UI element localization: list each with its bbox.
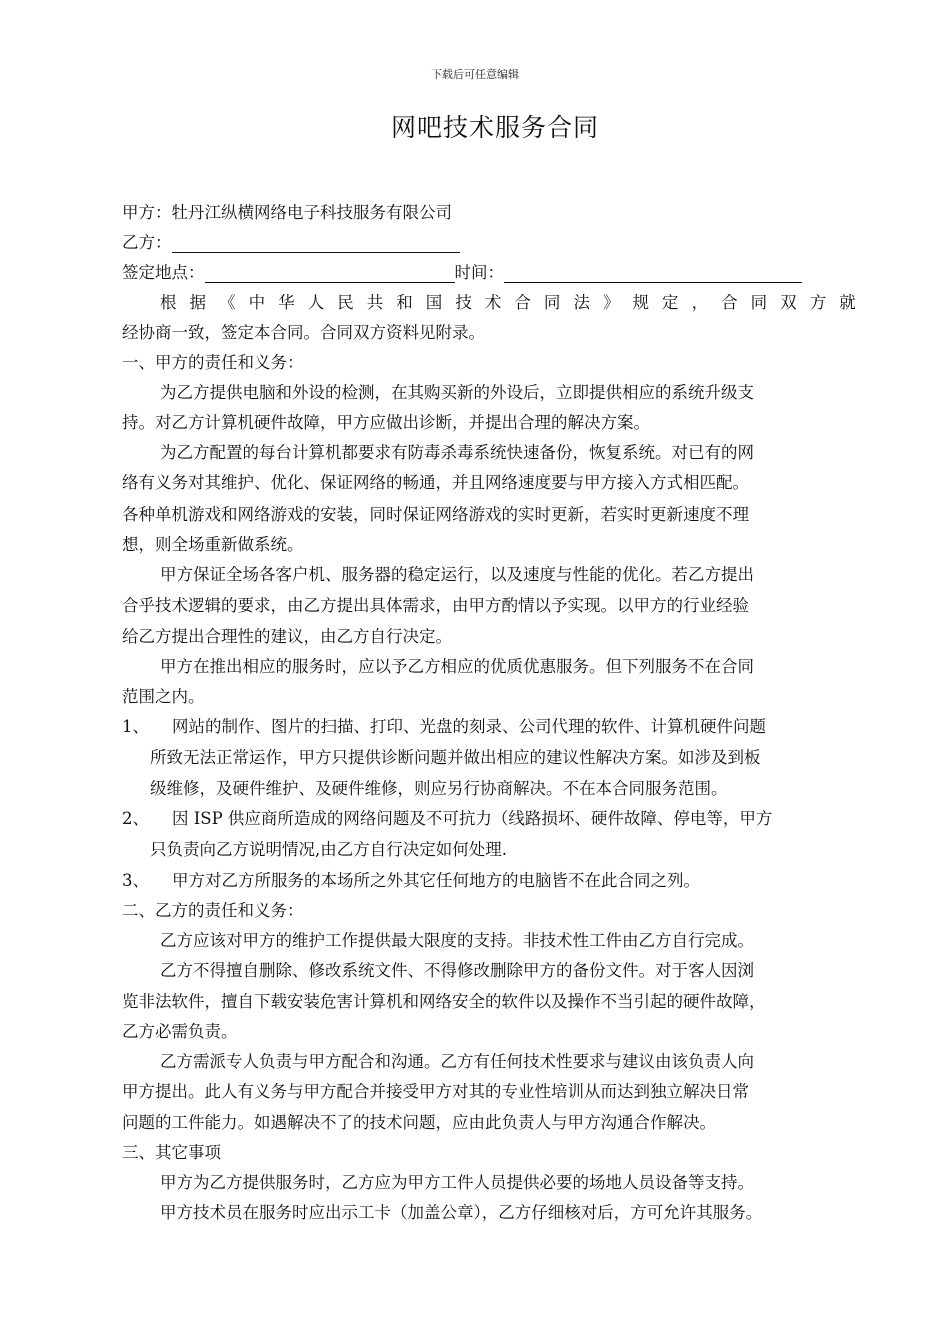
intro-char: 根 [160, 293, 177, 312]
download-note: 下载后可任意编辑 [431, 68, 519, 81]
s1-paragraph-4-line-1: 甲方在推出相应的服务时，应以予乙方相应的优质优惠服务。但下列服务不在合同 [160, 657, 754, 676]
intro-line-1 [160, 293, 856, 313]
s1-paragraph-3-line-1: 甲方保证全场各客户机、服务器的稳定运行，以及速度与性能的优化。若乙方提出 [160, 565, 754, 584]
s2-paragraph-2-line-3: 乙方必需负责。 [122, 1022, 238, 1041]
time-blank [504, 265, 802, 283]
section-1-heading: 一、甲方的责任和义务： [122, 353, 304, 372]
place-blank [205, 265, 455, 283]
intro-char: 中 [248, 293, 266, 312]
s1-paragraph-2-line-2: 络有义务对其维护、优化、保证网络的畅通，并且网络速度要与甲方接入方式相匹配。 [122, 473, 749, 492]
item-1-line-1: 网站的制作、图片的扫描、打印、光盘的刻录、公司代理的软件、计算机硬件问题 [172, 717, 766, 736]
intro-char: 》 [602, 293, 620, 312]
party-b-blank [172, 235, 460, 253]
item-1-line-3: 级维修，及硬件维护、及硬件维修，则应另行协商解决。不在本合同服务范围。 [150, 779, 728, 798]
s2-paragraph-1-line-1: 乙方应该对甲方的维护工作提供最大限度的支持。非技术性工件由乙方自行完成。 [160, 931, 754, 950]
item-2-number: 2、 [122, 809, 149, 828]
contract-title: 网吧技术服务合同 [390, 113, 599, 142]
s2-paragraph-3-line-3: 问题的工件能力。如遇解决不了的技术问题，应由此负责人与甲方沟通合作解决。 [122, 1113, 716, 1132]
s2-paragraph-2-line-1: 乙方不得擅自删除、修改系统文件、不得修改删除甲方的备份文件。对于客人因浏 [160, 961, 754, 980]
time-label: 时间： [454, 263, 504, 282]
intro-char: 就 [839, 293, 856, 312]
intro-char: 定 [662, 293, 679, 312]
place-time-line [122, 263, 802, 283]
s1-paragraph-2-line-1: 为乙方配置的每台计算机都要求有防毒杀毒系统快速备份，恢复系统。对已有的网 [160, 443, 754, 462]
s3-paragraph-2-line-1: 甲方技术员在服务时应出示工卡（加盖公章），乙方仔细核对后，方可允许其服务。 [160, 1203, 763, 1222]
intro-char: ， [691, 293, 709, 312]
s1-paragraph-2-line-3: 各种单机游戏和网络游戏的安装，同时保证网络游戏的实时更新，若实时更新速度不理 [122, 505, 749, 524]
intro-char: 双 [780, 293, 797, 312]
intro-char: 和 [396, 293, 413, 312]
s1-paragraph-1-line-1: 为乙方提供电脑和外设的检测，在其购买新的外设后，立即提供相应的系统升级支 [160, 383, 754, 402]
place-label: 签定地点： [122, 263, 205, 282]
item-1-line-2: 所致无法正常运作，甲方只提供诊断问题并做出相应的建议性解决方案。如涉及到板 [150, 748, 761, 767]
s1-paragraph-3-line-2: 合乎技术逻辑的要求，由乙方提出具体需求，由甲方酌情以予实现。以甲方的行业经验 [122, 596, 749, 615]
party-a-line: 甲方：牡丹江纵横网络电子科技服务有限公司 [122, 203, 452, 222]
intro-line-2: 经协商一致，签定本合同。合同双方资料见附录。 [122, 323, 485, 342]
intro-char: 国 [425, 293, 443, 312]
s1-paragraph-1-line-2: 持。对乙方计算机硬件故障，甲方应做出诊断，并提出合理的解决方案。 [122, 413, 650, 432]
intro-char: 同 [750, 293, 768, 312]
s2-paragraph-3-line-2: 甲方提出。此人有义务与甲方配合并接受甲方对其的专业性培训从而达到独立解决日常 [122, 1082, 749, 1101]
s2-paragraph-3-line-1: 乙方需派专人负责与甲方配合和沟通。乙方有任何技术性要求与建议由该负责人向 [160, 1052, 754, 1071]
item-2-line-1: 因 ISP 供应商所造成的网络问题及不可抗力（线路损坏、硬件故障、停电等，甲方 [172, 809, 773, 828]
intro-char: 规 [632, 293, 649, 312]
s3-paragraph-1-line-1: 甲方为乙方提供服务时，乙方应为甲方工件人员提供必要的场地人员设备等支持。 [160, 1173, 754, 1192]
party-b-line [122, 233, 460, 253]
s1-paragraph-3-line-3: 给乙方提出合理性的建议，由乙方自行决定。 [122, 627, 452, 646]
intro-char: 技 [455, 293, 472, 312]
intro-char: 方 [809, 293, 827, 312]
section-2-heading: 二、乙方的责任和义务： [122, 901, 304, 920]
party-b-label: 乙方： [122, 233, 172, 252]
intro-char: 同 [543, 293, 561, 312]
s2-paragraph-2-line-2: 览非法软件，擅自下载安装危害计算机和网络安全的软件以及操作不当引起的硬件故障， [122, 992, 766, 1011]
intro-char: 合 [721, 293, 738, 312]
item-2-line-2: 只负责向乙方说明情况,由乙方自行决定如何处理. [150, 840, 507, 859]
s1-paragraph-2-line-4: 想，则全场重新做系统。 [122, 535, 304, 554]
intro-char: 法 [573, 293, 590, 312]
intro-char: 人 [307, 293, 325, 312]
intro-char: 术 [484, 293, 502, 312]
section-3-heading: 三、其它事项 [122, 1143, 221, 1162]
item-1-number: 1、 [122, 717, 149, 736]
item-3-line-1: 甲方对乙方所服务的本场所之外其它任何地方的电脑皆不在此合同之列。 [172, 871, 700, 890]
intro-char: 共 [366, 293, 384, 312]
intro-char: 民 [337, 293, 354, 312]
intro-char: 据 [189, 293, 207, 312]
s1-paragraph-4-line-2: 范围之内。 [122, 687, 205, 706]
intro-char: 合 [514, 293, 531, 312]
intro-char: 华 [278, 293, 295, 312]
intro-char: 《 [219, 293, 236, 312]
item-3-number: 3、 [122, 871, 149, 890]
